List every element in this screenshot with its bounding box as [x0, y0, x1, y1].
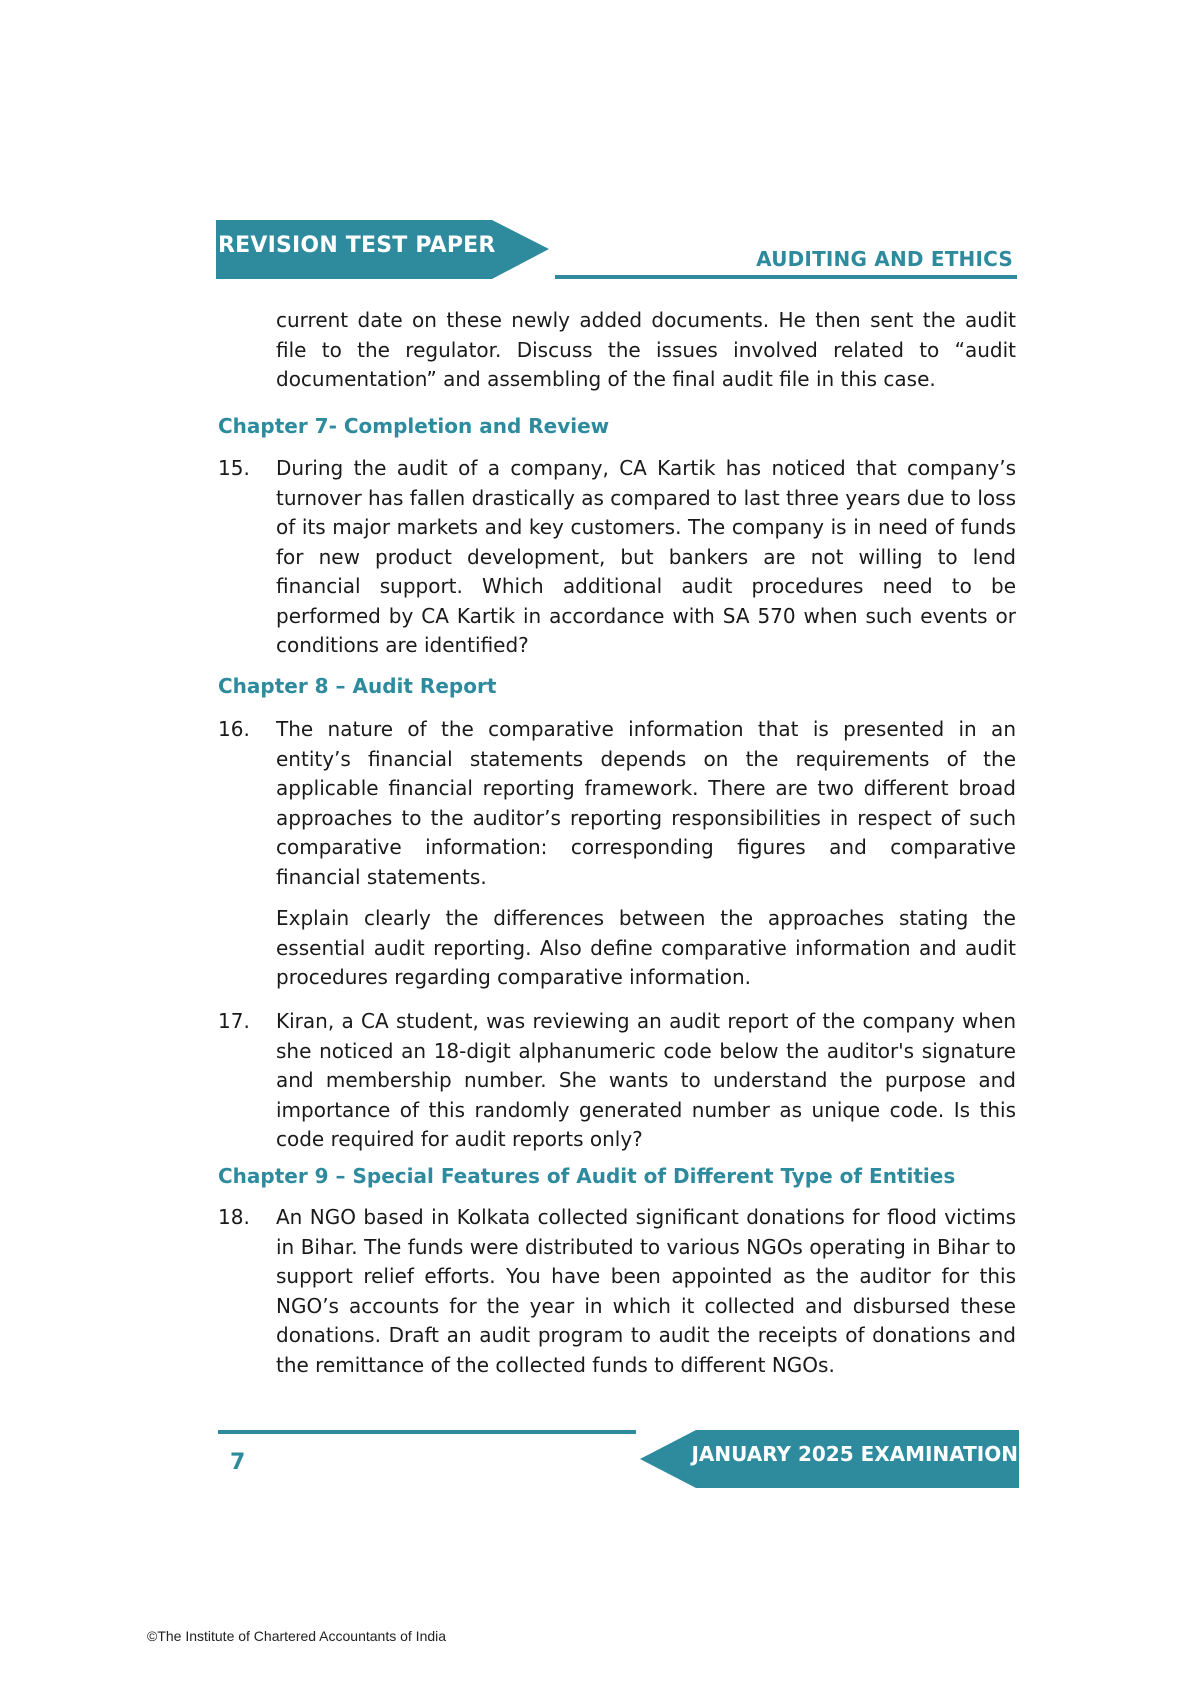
- page-number: 7: [230, 1450, 246, 1475]
- footer-exam-title: JANUARY 2025 EXAMINATION: [691, 1442, 1018, 1466]
- question-17: [218, 1007, 1016, 1155]
- chapter-heading: Chapter 9 – Special Features of Audit of Different Type of Entities: [218, 1164, 956, 1188]
- question-text: Kiran, a CA student, was reviewing an audit report of the company when she noticed an 18-digit alphanumeric code below the auditor's signature and membership number. She wants to understand the purpose and importance of this randomly generated number as unique code. Is this code required for audit reports only?: [276, 1009, 1016, 1151]
- chapter-heading: Chapter 7- Completion and Review: [218, 414, 610, 438]
- question-number: 15.: [218, 456, 250, 480]
- question-number: 17.: [218, 1009, 250, 1033]
- continuation-paragraph: current date on these newly added documents. He then sent the audit file to the regulator. Discuss the issues involved related to “audit documentation” and assembling of the final audit file in this case.: [276, 308, 1016, 391]
- question-text: An NGO based in Kolkata collected significant donations for flood victims in Bihar. The funds were distributed to various NGOs operating in Bihar to support relief efforts. You have been appointed as the auditor for this NGO’s accounts for the year in which it collected and disbursed these donations. Draft an audit program to audit the receipts of donations and the remittance of the collected funds to different NGOs.: [276, 1205, 1016, 1377]
- footer-rule: [218, 1430, 636, 1434]
- header-rule: [555, 275, 1017, 279]
- header-right-title: AUDITING AND ETHICS: [756, 247, 1013, 271]
- question-text: Explain clearly the differences between the approaches stating the essential audit reporting. Also define comparative information and audit procedures regarding comparative information.: [276, 906, 1016, 989]
- question-16: [218, 715, 1016, 993]
- question-text: The nature of the comparative information that is presented in an entity’s financial statements depends on the requirements of the applicable financial reporting framework. There are two different broad approaches to the auditor’s reporting responsibilities in respect of such comparative information: corresponding figures and comparative financial statements.: [276, 717, 1016, 889]
- question-number: 18.: [218, 1205, 250, 1229]
- question-18: [218, 1203, 1016, 1380]
- question-number: 16.: [218, 717, 250, 741]
- question-text: During the audit of a company, CA Kartik has noticed that company’s turnover has fallen drastically as compared to last three years due to loss of its major markets and key customers. The company is in need of funds for new product development, but bankers are not willing to lend financial support. Which additional audit procedures need to be performed by CA Kartik in accordance with SA 570 when such events or conditions are identified?: [276, 456, 1016, 657]
- footer-banner: [640, 1430, 1019, 1488]
- header-banner: [216, 220, 549, 279]
- question-15: [218, 454, 1016, 661]
- chapter-heading: Chapter 8 – Audit Report: [218, 674, 497, 698]
- copyright-notice: ©The Institute of Chartered Accountants of India: [147, 1628, 447, 1644]
- header-left-title: REVISION TEST PAPER: [218, 233, 496, 258]
